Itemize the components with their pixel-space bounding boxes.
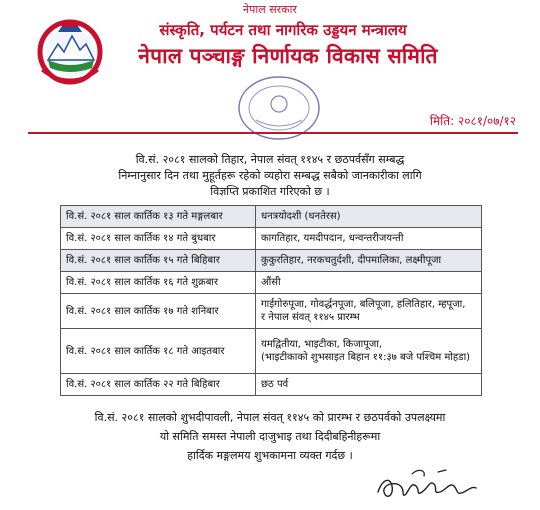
table-row (61, 250, 482, 272)
table-row (61, 272, 482, 294)
intro-line: विज्ञप्ति प्रकाशित गरिएको छ । (210, 185, 330, 198)
signature-icon (372, 462, 480, 506)
schedule-date: वि.सं. २०८१ साल कार्तिक १८ गते आइतबार (61, 329, 256, 374)
table-row (61, 294, 482, 329)
schedule-events: छठ पर्व (256, 374, 482, 396)
schedule-events: धनत्रयोदशी (धनतेरस) (256, 206, 482, 228)
intro-line: वि.सं. २०८१ सालको तिहार, नेपाल संवत् ११४५ र छठपर्वसँग सम्बद्ध (135, 153, 405, 166)
government-name: नेपाल सरकार (243, 3, 297, 16)
schedule-date: वि.सं. २०८१ साल कार्तिक १५ गते बिहिबार (61, 250, 256, 272)
schedule-events: गाईगोरुपूजा, गोवर्द्धनपूजा, बलिपूजा, हलितिहार, म्हपूजा, र नेपाल संवत् ११४५ प्रारम्भ (256, 294, 482, 329)
header-divider (28, 132, 518, 134)
nepal-emblem-icon (34, 14, 106, 86)
greeting-line: वि.सं. २०८१ सालको शुभदीपावली, नेपाल संवत् ११४५ को प्रारम्भ र छठपर्वको उपलक्ष्यमा (94, 411, 446, 424)
schedule-date: वि.सं. २०८१ साल कार्तिक १४ गते बुधबार (61, 228, 256, 250)
greeting-line: हार्दिक मङ्गलमय शुभकामना व्यक्त गर्दछ । (187, 449, 353, 462)
schedule-events: कागतिहार, यमदीपदान, धन्वन्तरीजयन्ती (256, 228, 482, 250)
issue-date: मिति: २०८१/०७/१२ (429, 114, 516, 128)
notice-intro (0, 152, 540, 200)
committee-name: नेपाल पञ्चाङ्ग निर्णायक विकास समिति (138, 44, 438, 68)
schedule-date: वि.सं. २०८१ साल कार्तिक २२ गते बिहिबार (61, 374, 256, 396)
table-row (61, 374, 482, 396)
schedule-date: वि.सं. २०८१ साल कार्तिक १७ गते शनिबार (61, 294, 256, 329)
schedule-events: यमद्वितीया, भाइटीका, किजापूजा, (भाइटीकाको शुभसाइत बिहान ११:३७ बजे पश्चिम मोहडा) (256, 329, 482, 374)
greeting-message (0, 408, 540, 465)
schedule-events: कुकुरतिहार, नरकचतुर्दशी, दीपमालिका, लक्ष्मीपूजा (256, 250, 482, 272)
festival-schedule-table (60, 205, 482, 396)
table-row (61, 228, 482, 250)
greeting-line: यो समिति समस्त नेपाली दाजुभाइ तथा दिदीबहिनीहरूमा (159, 430, 381, 443)
table-row (61, 206, 482, 228)
schedule-date: वि.सं. २०८१ साल कार्तिक १३ गते मङ्गलबार (61, 206, 256, 228)
schedule-date: वि.सं. २०८१ साल कार्तिक १६ गते शुक्रबार (61, 272, 256, 294)
intro-line: निम्नानुसार दिन तथा मुहूर्तहरू रहेको व्यहोरा सम्बद्ध सबैको जानकारीका लागि (118, 169, 422, 182)
table-row (61, 329, 482, 374)
ministry-name: संस्कृति, पर्यटन तथा नागरिक उड्डयन मन्त्रालय (159, 21, 407, 39)
schedule-events: औंसी (256, 272, 482, 294)
